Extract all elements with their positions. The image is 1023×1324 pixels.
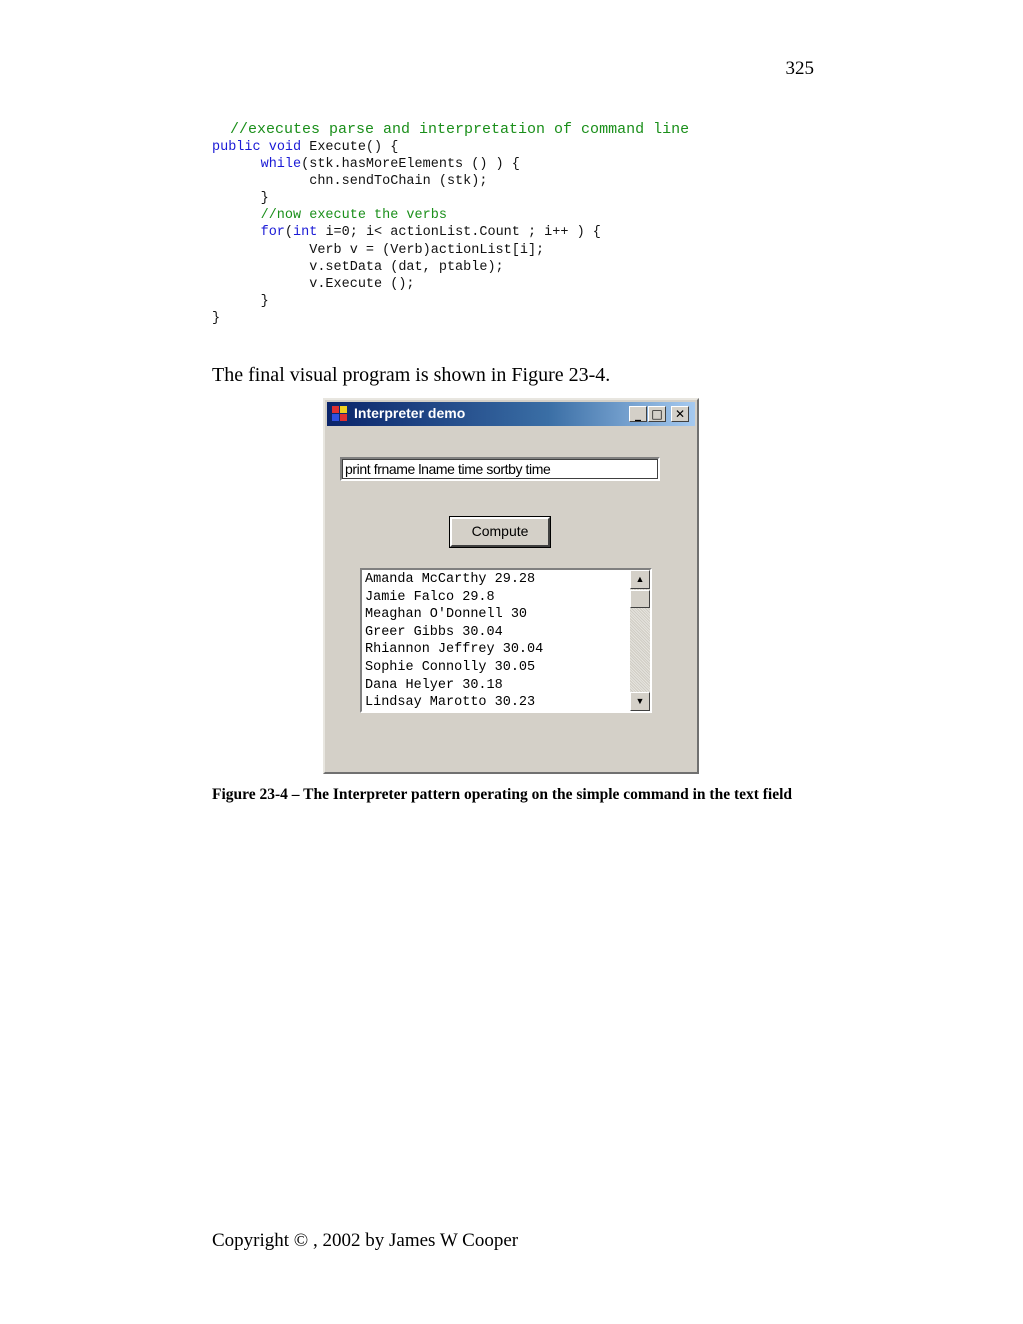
code-line xyxy=(212,259,689,276)
list-item[interactable]: Jamie Falco 29.8 xyxy=(365,589,495,605)
code-line xyxy=(212,207,689,224)
code-keyword: public xyxy=(212,140,261,155)
window-title: Interpreter demo xyxy=(354,405,466,421)
scroll-thumb[interactable] xyxy=(630,590,650,608)
code-line xyxy=(212,293,689,310)
results-list xyxy=(365,571,543,712)
code-line xyxy=(212,310,689,327)
minimize-button[interactable]: _ xyxy=(629,406,647,422)
code-text: } xyxy=(212,191,269,207)
code-line xyxy=(212,173,689,190)
code-text xyxy=(212,208,261,223)
code-line xyxy=(212,139,689,156)
list-item[interactable]: Lindsay Marotto 30.23 xyxy=(365,695,536,711)
title-bar[interactable] xyxy=(327,402,695,426)
code-text xyxy=(212,225,261,240)
code-line xyxy=(212,120,689,139)
code-comment: //executes parse and interpretation of command line xyxy=(212,121,690,138)
code-text: } xyxy=(212,293,269,309)
code-keyword: void xyxy=(268,140,302,155)
code-line xyxy=(212,242,689,259)
code-text: } xyxy=(212,310,221,326)
list-item[interactable]: Meaghan O'Donnell 30 xyxy=(365,607,528,623)
code-text: i=0; i< actionList.Count ; i++ ) { xyxy=(317,225,601,241)
code-text: Execute() { xyxy=(301,140,399,155)
compute-button[interactable]: Compute xyxy=(450,517,550,547)
vertical-scrollbar[interactable] xyxy=(630,570,650,711)
code-text xyxy=(212,157,261,172)
code-line xyxy=(212,190,689,207)
close-button[interactable]: ✕ xyxy=(671,406,689,422)
list-item[interactable]: Greer Gibbs 30.04 xyxy=(365,624,503,640)
list-item[interactable]: Rhiannon Jeffrey 30.04 xyxy=(365,642,544,658)
app-icon[interactable] xyxy=(332,406,348,422)
list-item[interactable]: Dana Helyer 30.18 xyxy=(365,677,503,693)
code-keyword: int xyxy=(293,225,318,241)
figure-caption: Figure 23-4 – The Interpreter pattern operating on the simple command in the text field xyxy=(212,786,793,803)
code-line xyxy=(212,276,689,293)
copyright-footer: Copyright © , 2002 by James W Cooper xyxy=(212,1230,519,1251)
code-keyword: while xyxy=(260,157,302,173)
scroll-up-button[interactable]: ▲ xyxy=(630,570,650,589)
code-keyword: for xyxy=(260,225,285,241)
code-text: chn.sendToChain (stk); xyxy=(212,174,488,190)
intro-paragraph: The final visual program is shown in Figure 23-4. xyxy=(212,364,611,386)
code-text: Verb v = (Verb)actionList[i]; xyxy=(212,242,545,258)
code-text: ( xyxy=(284,225,294,241)
code-text: v.setData (dat, ptable); xyxy=(212,259,504,275)
code-listing xyxy=(212,120,689,327)
code-text: v.Execute (); xyxy=(212,276,415,292)
scroll-down-button[interactable]: ▼ xyxy=(630,692,650,711)
interpreter-demo-window xyxy=(323,398,699,774)
results-listbox[interactable] xyxy=(360,568,652,713)
code-line xyxy=(212,224,689,241)
maximize-button[interactable]: □ xyxy=(648,406,666,422)
command-input[interactable]: print frname lname time sortby time xyxy=(340,457,660,481)
list-item[interactable]: Sophie Connolly 30.05 xyxy=(365,659,536,675)
code-comment: //now execute the verbs xyxy=(260,208,447,224)
code-line xyxy=(212,156,689,173)
page-number: 325 xyxy=(785,58,814,79)
code-text: (stk.hasMoreElements () ) { xyxy=(301,157,520,173)
list-item[interactable]: Amanda McCarthy 29.28 xyxy=(365,572,536,587)
code-text xyxy=(261,140,269,155)
